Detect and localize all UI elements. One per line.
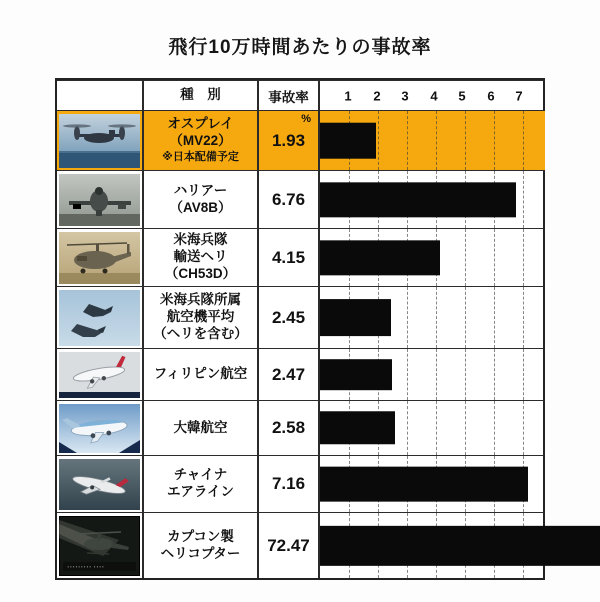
gridline-7 <box>523 401 524 455</box>
percent-unit: % <box>301 113 311 125</box>
table-row-ch53d-image <box>57 228 142 286</box>
scale-tick-1: 1 <box>344 88 352 103</box>
table-row-korean-air-label: 大韓航空 <box>142 400 257 455</box>
bar-philippine <box>320 359 392 391</box>
bar-capcom <box>320 525 600 565</box>
harrier-photo <box>59 174 140 226</box>
page-title: 飛行10万時間あたりの事故率 <box>168 37 432 58</box>
ch53d-photo <box>59 232 140 284</box>
table-row-philippine-rate: 2.47 <box>257 348 318 400</box>
marine-aircraft-photo <box>59 290 140 346</box>
gridline-4 <box>436 349 437 400</box>
table-row-capcom-bar-cell <box>318 512 545 578</box>
table-row-harrier-image <box>57 170 142 228</box>
table-row-osprey-bar-cell <box>318 110 545 170</box>
table-row-china-airlines-label: チャイナ エアライン <box>142 455 257 512</box>
accident-rate-table <box>55 78 545 580</box>
table-row-china-airlines-image <box>57 455 142 512</box>
gridline-3 <box>407 349 408 400</box>
scale-tick-4: 4 <box>430 88 438 103</box>
header-type: 種 別 <box>142 80 257 110</box>
bar-marine-avg <box>320 299 391 337</box>
gridline-6 <box>494 111 495 170</box>
gridline-2 <box>378 111 379 170</box>
table-row-korean-air-image <box>57 400 142 455</box>
table-row-marine-avg-label: 米海兵隊所属 航空機平均 （ヘリを含む） <box>142 286 257 348</box>
osprey-photo <box>59 114 140 168</box>
gridline-5 <box>465 287 466 348</box>
table-row-philippine-image <box>57 348 142 400</box>
game-caption-text: ･････････ ････ <box>67 564 105 569</box>
gridline-3 <box>407 287 408 348</box>
table-row-osprey-label: オスプレイ （MV22） ※日本配備予定 <box>142 110 257 170</box>
table-row-ch53d-bar-cell <box>318 228 545 286</box>
scale-tick-7: 7 <box>515 88 523 103</box>
philippine-airlines-photo <box>59 352 140 398</box>
table-row-capcom-label: カプコン製 ヘリコプター <box>142 512 257 578</box>
table-row-china-airlines-rate: 7.16 <box>257 455 318 512</box>
table-row-philippine-bar-cell <box>318 348 545 400</box>
bar-harrier <box>320 182 516 217</box>
table-row-korean-air-rate: 2.58 <box>257 400 318 455</box>
table-row-marine-avg-bar-cell <box>318 286 545 348</box>
gridline-7 <box>523 111 524 170</box>
bar-osprey <box>320 122 376 159</box>
gridline-5 <box>465 401 466 455</box>
bar-ch53d <box>320 240 440 275</box>
gridline-3 <box>407 111 408 170</box>
table-row-harrier-label: ハリアー （AV8B） <box>142 170 257 228</box>
header-rate: 事故率 <box>257 80 318 110</box>
table-row-marine-avg-image <box>57 286 142 348</box>
gridline-5 <box>465 229 466 286</box>
scale-tick-6: 6 <box>487 88 495 103</box>
gridline-7 <box>523 287 524 348</box>
header-scale <box>318 80 545 110</box>
china-airlines-photo <box>59 459 140 510</box>
gridline-6 <box>494 229 495 286</box>
gridline-4 <box>436 111 437 170</box>
gridline-7 <box>523 229 524 286</box>
scale-tick-3: 3 <box>401 88 409 103</box>
gridline-3 <box>407 401 408 455</box>
table-row-ch53d-label: 米海兵隊 輸送ヘリ （CH53D） <box>142 228 257 286</box>
gridline-7 <box>523 349 524 400</box>
gridline-4 <box>436 287 437 348</box>
table-row-capcom-rate: 72.47 <box>257 512 318 578</box>
table-row-osprey-rate: % 1.93 <box>257 110 318 170</box>
gridline-5 <box>465 111 466 170</box>
scale-tick-2: 2 <box>373 88 381 103</box>
gridline-7 <box>523 171 524 228</box>
gridline-6 <box>494 401 495 455</box>
scale-tick-5: 5 <box>458 88 466 103</box>
table-row-marine-avg-rate: 2.45 <box>257 286 318 348</box>
table-row-harrier-rate: 6.76 <box>257 170 318 228</box>
korean-air-photo <box>59 404 140 453</box>
bar-china-airlines <box>320 467 528 502</box>
table-row-harrier-bar-cell <box>318 170 545 228</box>
osprey-note: ※日本配備予定 <box>162 151 239 163</box>
gridline-6 <box>494 349 495 400</box>
gridline-4 <box>436 401 437 455</box>
table-row-korean-air-bar-cell <box>318 400 545 455</box>
table-row-philippine-label: フィリピン航空 <box>142 348 257 400</box>
table-row-ch53d-rate: 4.15 <box>257 228 318 286</box>
table-row-capcom-image <box>57 512 142 578</box>
table-row-osprey-image <box>57 110 142 170</box>
header-image-cell <box>57 80 142 110</box>
capcom-helicopter-photo <box>59 516 140 576</box>
gridline-5 <box>465 349 466 400</box>
gridline-6 <box>494 287 495 348</box>
bar-korean-air <box>320 411 395 444</box>
table-row-china-airlines-bar-cell <box>318 455 545 512</box>
